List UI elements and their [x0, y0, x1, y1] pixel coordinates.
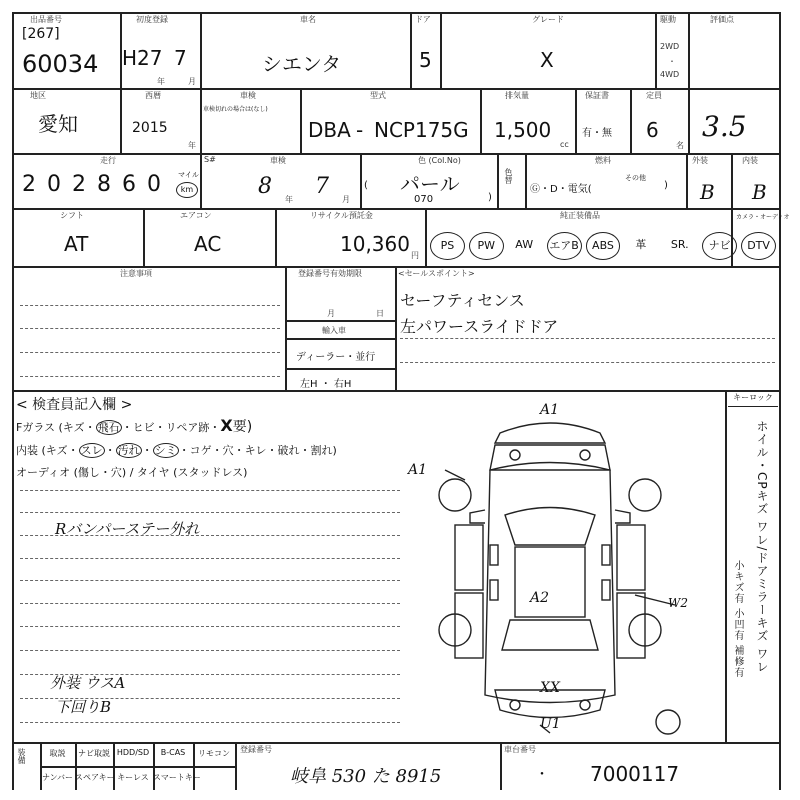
capacity-unit: 名 — [676, 141, 684, 150]
row-line-3 — [12, 208, 780, 210]
doors-value: 5 — [419, 48, 432, 72]
handwritten-note-3: 下回りB — [55, 698, 112, 716]
footer-label: B-CAS — [160, 748, 186, 757]
mileage-digit: 6 — [122, 172, 136, 197]
row-line-2 — [12, 153, 780, 155]
interior-sep-2: ・ — [141, 444, 153, 457]
interior-rest: ・コゲ・穴・キレ・破れ・割れ) — [178, 444, 337, 457]
label-import: 輸入車 — [322, 326, 346, 335]
dash-11 — [20, 580, 400, 581]
inspector-title: < 検査員記入欄 > — [16, 397, 133, 413]
mileage-unit-top: マイル — [178, 171, 199, 179]
color-paren-close: ) — [488, 192, 492, 203]
model-prefix: DBA — [308, 118, 351, 142]
label-day: 日 — [376, 309, 384, 318]
v-r1-d — [440, 12, 442, 88]
mark-right: W2 — [668, 596, 688, 610]
label-year: 西暦 — [145, 91, 161, 100]
dash-6 — [400, 362, 775, 363]
label-first-reg: 初度登録 — [136, 15, 168, 24]
v-r1-b — [200, 12, 202, 88]
dash-8 — [20, 512, 400, 513]
v-r1-c — [410, 12, 412, 88]
label-model: 型式 — [370, 91, 386, 100]
v-r1-f — [688, 12, 690, 153]
label-registration-expiry: 登録番号有効期限 — [298, 269, 362, 278]
year-unit: 年 — [157, 77, 165, 86]
mileage-unit-km: km — [176, 182, 198, 198]
v-r2-e — [575, 88, 577, 153]
dash-13 — [20, 626, 400, 627]
label-sa: S# — [204, 155, 216, 164]
registration-value: 岐阜 530 た 8915 — [290, 766, 442, 787]
label-month: 月 — [327, 309, 335, 318]
v-r1-e — [655, 12, 657, 88]
color-paren-open: ( — [364, 180, 368, 191]
interior-value: B — [752, 180, 767, 204]
h-notes-a — [285, 320, 395, 322]
selling-point-2: 左パワースライドドア — [400, 317, 559, 336]
mileage-digit: 0 — [47, 172, 61, 197]
f-glass-rest: ・ヒビ・リペア跡・ — [121, 421, 221, 434]
score-value: 3.5 — [702, 110, 747, 143]
chassis-value: 7000117 — [590, 762, 680, 786]
equipment-item: PS — [430, 232, 465, 260]
mileage-digits — [18, 172, 168, 202]
capacity-value: 6 — [646, 118, 659, 142]
dash-4 — [20, 376, 280, 377]
v-r2-a — [120, 88, 122, 153]
equipment-item: ナビ — [702, 232, 737, 260]
dash-5 — [400, 338, 775, 339]
dash-10 — [20, 558, 400, 559]
label-inspection-2: 車検 — [270, 156, 286, 165]
inspection-month: 7 — [315, 174, 329, 199]
footer-equipment-label: 装備 — [17, 748, 26, 764]
color-value: パール — [400, 172, 460, 196]
equipment-list — [428, 228, 778, 264]
label-interior: 内装 — [742, 156, 758, 165]
region-value: 愛知 — [38, 112, 78, 136]
mark-bottom: U1 — [540, 716, 561, 732]
recycle-value: 10,360 — [340, 232, 410, 256]
equipment-item: PW — [469, 232, 504, 260]
v-f-c — [500, 742, 502, 790]
lot-number: 60034 — [22, 50, 99, 78]
equipment-item: DTV — [741, 232, 776, 260]
mark-top: A1 — [540, 402, 560, 418]
inspection-year-unit: 年 — [285, 195, 293, 204]
lot-bracket: [267] — [22, 26, 60, 42]
v-r4-c — [425, 208, 427, 266]
v-r2-b — [200, 88, 202, 153]
v-r2-f — [630, 88, 632, 153]
inspection-year: 8 — [258, 174, 272, 199]
first-reg-era: H27 — [122, 46, 163, 70]
car-name: シエンタ — [262, 52, 342, 76]
mileage-digit: 2 — [22, 172, 36, 197]
footer-label: ナンバー — [41, 773, 74, 782]
label-caution: 注意事項 — [120, 269, 152, 278]
v-f-b — [235, 742, 237, 790]
mileage-digit: 0 — [147, 172, 161, 197]
handwritten-note-1: Rバンパーステー外れ — [55, 520, 200, 538]
dash-7 — [20, 490, 400, 491]
side-notes-1: ホイル・CPキズ ワレ/ドアミラーキズ ワレ — [755, 420, 769, 674]
v-r3-e — [686, 153, 688, 208]
v-r3-f — [731, 153, 733, 208]
first-reg-month: 7 — [174, 46, 187, 70]
keylock-label: キーロック — [728, 392, 778, 407]
recycle-unit: 円 — [411, 251, 419, 260]
interior-sep-1: ・ — [104, 444, 116, 457]
label-color: 色 (Col.No) — [418, 156, 461, 165]
label-registration: 登録番号 — [240, 745, 272, 754]
label-equipment: 純正装備品 — [560, 211, 600, 220]
displacement-value: 1,500 — [494, 118, 552, 142]
label-lot-no: 出品番号 — [30, 15, 62, 24]
footer-label: スマートキー — [153, 773, 201, 782]
equipment-item: SR. — [670, 238, 689, 251]
car-diagram — [400, 395, 725, 740]
label-inspection: 車検 — [240, 91, 256, 100]
color-number: 070 — [414, 194, 434, 205]
mark-center: A2 — [530, 590, 550, 606]
label-shift: シフト — [60, 211, 84, 220]
mileage-digit: 8 — [97, 172, 111, 197]
footer-label: 取説 — [49, 749, 66, 758]
label-car-name: 車名 — [300, 15, 316, 24]
v-r4-b — [275, 208, 277, 266]
steering-side: 左H ・ 右H — [300, 379, 352, 390]
dash-3 — [20, 352, 280, 353]
equipment-item: ABS — [586, 232, 621, 260]
equipment-item: エアB — [547, 232, 582, 260]
dash-17 — [20, 722, 400, 723]
footer-label: HDD/SD — [116, 748, 150, 757]
v-diagram-right — [725, 390, 727, 742]
dash-14 — [20, 650, 400, 651]
v-r2-c — [300, 88, 302, 153]
label-selling-points: <セールスポイント> — [398, 269, 475, 278]
label-doors: ドア — [415, 15, 431, 24]
warranty-value: 有・無 — [582, 128, 612, 139]
footer-label: ナビ取説 — [78, 749, 110, 758]
f-glass-required: 要) — [232, 419, 253, 435]
label-grade: グレード — [532, 15, 564, 24]
label-warranty: 保証書 — [585, 91, 609, 100]
v-notes-a — [285, 266, 287, 390]
shift-value: AT — [64, 232, 89, 256]
audio-tire-line: オーディオ (傷し・穴) / タイヤ (スタッドレス) — [16, 466, 248, 479]
label-drive: 駆動 — [660, 15, 676, 24]
model-code: NCP175G — [374, 118, 469, 142]
frame-right — [779, 12, 781, 790]
equipment-item: 革 — [635, 238, 647, 251]
inspection-month-unit: 月 — [342, 195, 350, 204]
drive-4wd: 4WD — [660, 70, 680, 79]
label-recycle: リサイクル預託金 — [310, 211, 373, 220]
v-r3-d — [525, 153, 527, 208]
interior-scuff: スレ — [80, 444, 103, 457]
cc-unit: cc — [560, 140, 569, 149]
row-line-5 — [12, 390, 780, 392]
year-unit-2: 年 — [188, 141, 196, 150]
f-glass-prefix: Fガラス (キズ・ — [16, 421, 96, 434]
dash-2 — [20, 328, 280, 329]
mark-rear: XX — [540, 680, 560, 696]
interior-line — [16, 442, 337, 458]
f-glass-line — [16, 416, 252, 436]
footer-label: リモコン — [198, 749, 230, 758]
label-aircon: エアコン — [180, 211, 212, 220]
drive-dot: ・ — [668, 57, 676, 66]
interior-dirt: 汚れ — [117, 444, 140, 457]
fuel-other: その他 — [625, 174, 646, 182]
aircon-value: AC — [194, 232, 222, 256]
handwritten-note-2: 外装 ウスA — [50, 674, 126, 692]
grade-value: X — [540, 48, 554, 72]
mileage-digit: 2 — [72, 172, 86, 197]
model-dash: - — [356, 118, 364, 142]
label-fuel: 燃料 — [595, 156, 611, 165]
v-r3-b — [360, 153, 362, 208]
v-r2-d — [480, 88, 482, 153]
color-replaced: 色替 — [504, 168, 513, 184]
side-notes-2: 小キズ有 小凹有 補修有 — [732, 560, 743, 679]
h-notes-b — [285, 338, 395, 340]
interior-stain: シミ — [154, 444, 177, 457]
frame-left — [12, 12, 14, 790]
footer-label: キーレス — [117, 773, 149, 782]
label-displacement: 排気量 — [505, 91, 529, 100]
v-r3-c — [497, 153, 499, 208]
equipment-item: AW — [515, 238, 534, 251]
label-chassis: 車台番号 — [504, 745, 536, 754]
label-score: 評価点 — [710, 15, 734, 24]
label-capacity: 定員 — [646, 91, 662, 100]
label-camera: カメラ・オーディオ — [736, 214, 790, 221]
dealer-parallel: ディーラー・並行 — [296, 352, 376, 363]
interior-prefix: 内装 (キズ・ — [16, 444, 79, 457]
chassis-dot: ・ — [535, 767, 549, 783]
dash-1 — [20, 305, 280, 306]
label-region: 地区 — [30, 91, 46, 100]
f-glass-x: X — [220, 416, 233, 435]
footer-top-row — [40, 744, 235, 764]
exterior-value: B — [700, 180, 715, 204]
dash-12 — [20, 603, 400, 604]
label-mileage: 走行 — [100, 156, 116, 165]
h-notes-c — [285, 368, 395, 370]
footer-bottom-row — [40, 768, 235, 788]
label-exterior: 外装 — [692, 156, 708, 165]
year-value: 2015 — [132, 120, 168, 136]
selling-point-1: セーフティセンス — [400, 291, 525, 310]
v-notes-b — [395, 266, 397, 390]
month-unit: 月 — [188, 77, 196, 86]
v-r4-a — [143, 208, 145, 266]
v-r3-a — [200, 153, 202, 208]
mark-left: A1 — [408, 462, 428, 478]
fuel-close: ) — [664, 180, 668, 191]
fuel-options: Ⓖ・D・電気( — [530, 184, 592, 195]
inspection-note: 車検切れの場合は(なし) — [203, 106, 268, 113]
f-glass-circled: 飛石 — [97, 421, 120, 434]
row-line-1 — [12, 88, 780, 90]
drive-2wd: 2WD — [660, 42, 680, 51]
footer-label: スペアキー — [75, 773, 115, 782]
